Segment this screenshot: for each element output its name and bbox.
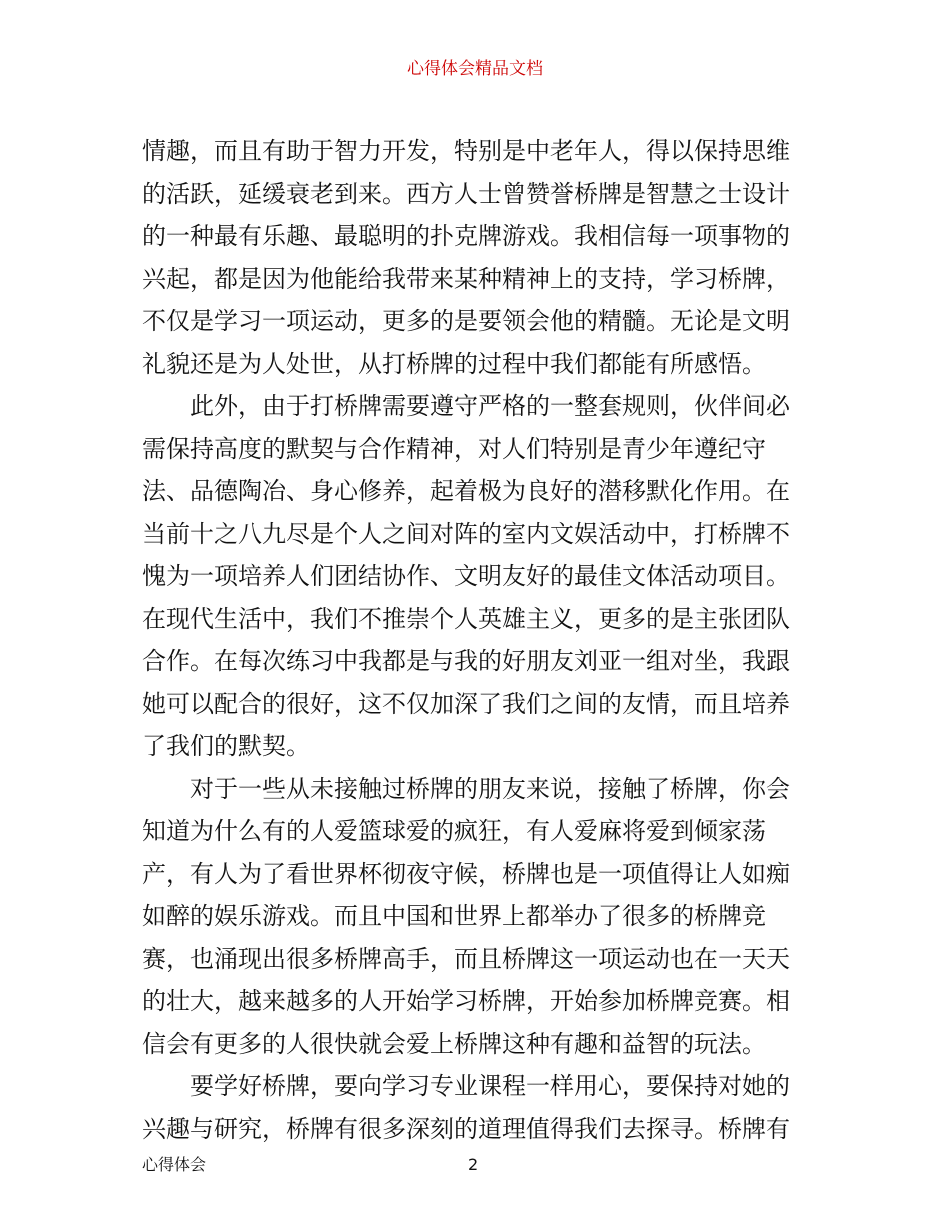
text-line: 兴起，都是因为他能给我带来某种精神上的支持，学习桥牌， — [142, 264, 790, 293]
page-header-title: 心得体会精品文档 — [407, 59, 543, 79]
text-line: 她可以配合的很好，这不仅加深了我们之间的友情，而且培养 — [142, 689, 790, 718]
text-line: 法、品德陶冶、身心修养，起着极为良好的潜移默化作用。在 — [142, 477, 790, 505]
text-line: 的壮大，越来越多的人开始学习桥牌，开始参加桥牌竞赛。相 — [142, 987, 790, 1015]
text-line: 此外，由于打桥牌需要遵守严格的一整套规则，伙伴间必 — [142, 392, 790, 420]
text-line: 知道为什么有的人爱篮球爱的疯狂，有人爱麻将爱到倾家荡 — [142, 817, 766, 845]
text-line: 了我们的默契。 — [142, 732, 310, 760]
document-body — [142, 130, 822, 1150]
text-line: 不仅是学习一项运动，更多的是要领会他的精髓。无论是文明 — [142, 307, 790, 335]
text-line: 在现代生活中，我们不推崇个人英雄主义，更多的是主张团队 — [142, 604, 790, 633]
text-line: 赛，也涌现出很多桥牌高手，而且桥牌这一项运动也在一天天 — [142, 944, 790, 973]
text-line: 信会有更多的人很快就会爱上桥牌这种有趣和益智的玩法。 — [142, 1029, 766, 1058]
footer-label: 心得体会 — [142, 1155, 207, 1174]
text-line: 对于一些从未接触过桥牌的朋友来说，接触了桥牌，你会 — [142, 774, 790, 803]
text-line: 的活跃，延缓衰老到来。西方人士曾赞誉桥牌是智慧之士设计 — [142, 179, 790, 208]
text-line: 情趣，而且有助于智力开发，特别是中老年人，得以保持思维 — [142, 137, 790, 165]
text-line: 当前十之八九尽是个人之间对阵的室内文娱活动中，打桥牌不 — [142, 519, 790, 548]
text-line: 产，有人为了看世界杯彻夜守候，桥牌也是一项值得让人如痴 — [142, 859, 790, 888]
text-line: 的一种最有乐趣、最聪明的扑克牌游戏。我相信每一项事物的 — [142, 222, 790, 250]
text-line: 愧为一项培养人们团结协作、文明友好的最佳文体活动项目。 — [142, 562, 790, 590]
text-line: 需保持高度的默契与合作精神，对人们特别是青少年遵纪守 — [142, 434, 766, 463]
page-number: 2 — [468, 1155, 479, 1174]
text-line: 礼貌还是为人处世，从打桥牌的过程中我们都能有所感悟。 — [142, 349, 766, 378]
text-line: 如醉的娱乐游戏。而且中国和世界上都举办了很多的桥牌竞 — [142, 902, 766, 930]
text-line: 合作。在每次练习中我都是与我的好朋友刘亚一组对坐，我跟 — [142, 647, 790, 675]
text-line: 兴趣与研究，桥牌有很多深刻的道理值得我们去探寻。桥牌有 — [142, 1114, 790, 1143]
text-line: 要学好桥牌，要向学习专业课程一样用心，要保持对她的 — [142, 1072, 790, 1100]
